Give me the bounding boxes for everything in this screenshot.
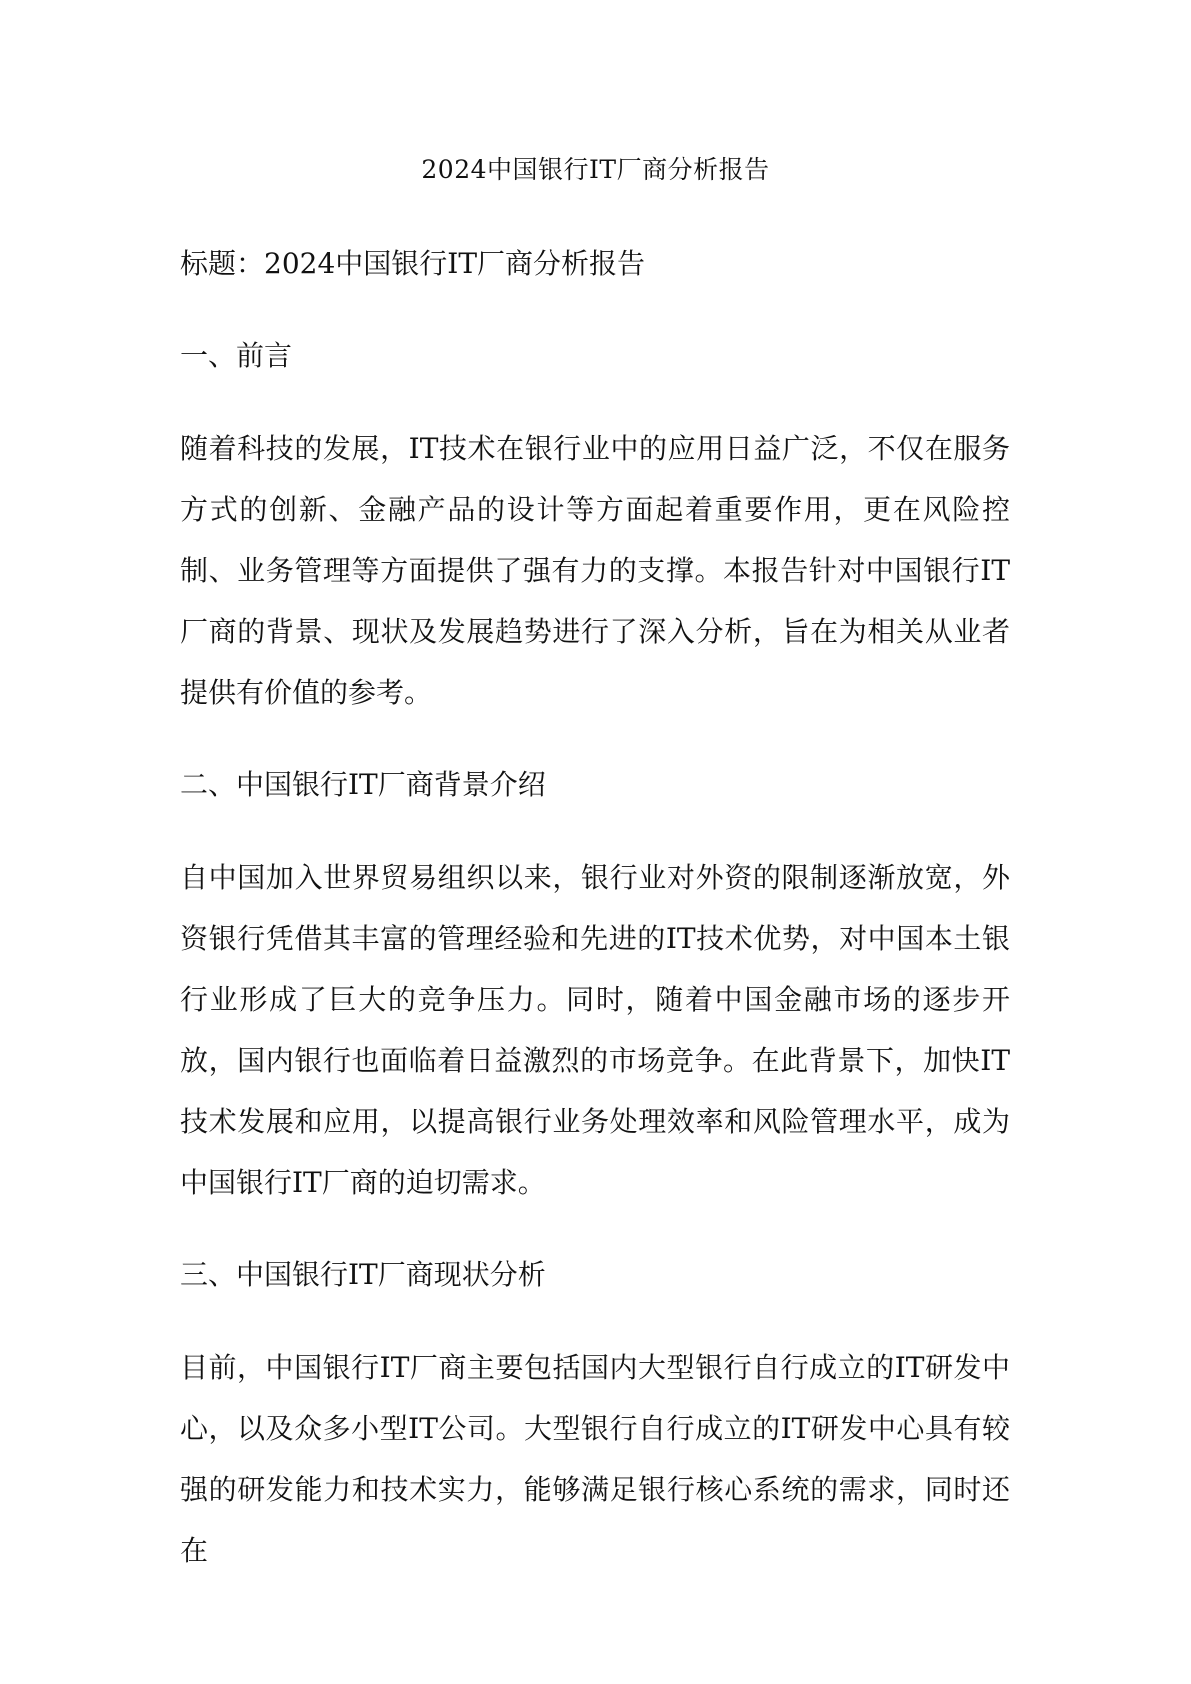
section-heading: 一、前言 [180, 339, 293, 372]
section-background [180, 763, 1010, 1213]
section-heading: 二、中国银行IT厂商背景介绍 [180, 768, 546, 801]
document-body [180, 242, 1010, 1621]
section-paragraph: 随着科技的发展，IT技术在银行业中的应用日益广泛，不仅在服务方式的创新、金融产品的设计等方面起着重要作用，更在风险控制、业务管理等方面提供了强有力的支撑。本报告针对中国银行IT厂商的背景、现状及发展趋势进行了深入分析，旨在为相关从业者提供有价值的参考。 [180, 432, 1010, 709]
document-title: 2024中国银行IT厂商分析报告 [421, 155, 770, 184]
section-preface [180, 334, 1010, 723]
section-paragraph: 目前，中国银行IT厂商主要包括国内大型银行自行成立的IT研发中心，以及众多小型IT公司。大型银行自行成立的IT研发中心具有较强的研发能力和技术实力，能够满足银行核心系统的需求，同时还在 [180, 1351, 1010, 1567]
section-status [180, 1253, 1010, 1581]
section-heading: 三、中国银行IT厂商现状分析 [180, 1258, 546, 1291]
section-paragraph: 自中国加入世界贸易组织以来，银行业对外资的限制逐渐放宽，外资银行凭借其丰富的管理经验和先进的IT技术优势，对中国本土银行业形成了巨大的竞争压力。同时，随着中国金融市场的逐步开放，国内银行也面临着日益激烈的市场竞争。在此背景下，加快IT技术发展和应用，以提高银行业务处理效率和风险管理水平，成为中国银行IT厂商的迫切需求。 [180, 861, 1010, 1199]
document-subtitle: 标题：2024中国银行IT厂商分析报告 [180, 247, 645, 280]
